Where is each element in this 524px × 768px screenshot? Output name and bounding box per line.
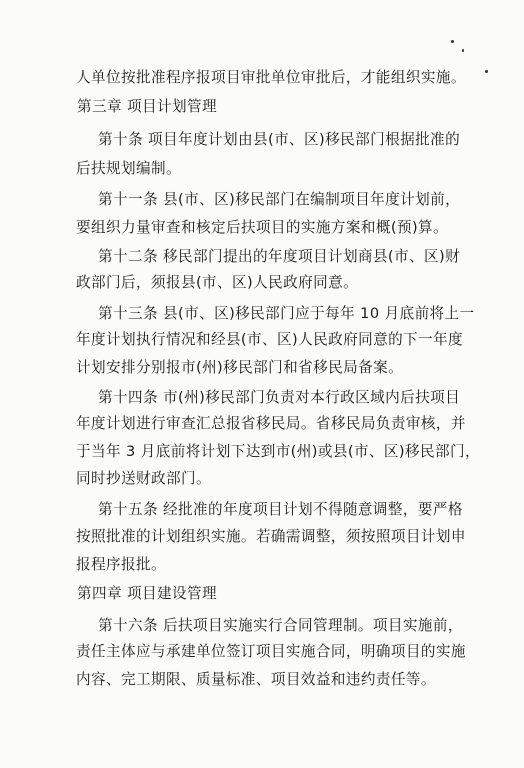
chapter-heading-4: 第四章 项目建设管理 <box>77 585 217 602</box>
article-15-line-3: 报程序报批。 <box>76 556 166 573</box>
scan-speck <box>462 49 464 52</box>
text-line-continuation: 人单位按批准程序报项目审批单位审批后，才能组织实施。 <box>76 69 466 86</box>
article-15-line-1: 第十五条 经批准的年度项目计划不得随意调整，要严格 <box>98 501 463 518</box>
scan-speck <box>451 40 454 43</box>
article-12-line-1: 第十二条 移民部门提出的年度项目计划商县(市、区)财 <box>98 248 461 265</box>
article-11-line-2: 要组织力量审查和核定后扶项目的实施方案和概(预)算。 <box>76 219 449 236</box>
article-12-line-2: 政部门后，须报县(市、区)人民政府同意。 <box>76 274 359 291</box>
article-10-line-1: 第十条 项目年度计划由县(市、区)移民部门根据批准的 <box>98 131 461 148</box>
article-15-line-2: 按照批准的计划组织实施。若确需调整，须按照项目计划申 <box>76 528 466 545</box>
chapter-heading-3: 第三章 项目计划管理 <box>77 98 217 115</box>
article-14-line-4: 同时抄送财政部门。 <box>76 470 211 487</box>
article-14-line-2: 年度计划进行审查汇总报省移民局。省移民局负责审核，并 <box>76 415 466 432</box>
article-13-line-2: 年度计划执行情况和经县(市、区)人民政府同意的下一年度 <box>76 331 464 348</box>
article-13-line-3: 计划安排分别报市(州)移民部门和省移民局备案。 <box>76 359 404 376</box>
article-13-line-1: 第十三条 县(市、区)移民部门应于每年 10 月底前将上一 <box>98 305 475 322</box>
article-16-line-1: 第十六条 后扶项目实施实行合同管理制。项目实施前， <box>98 617 463 634</box>
article-16-line-3: 内容、完工期限、质量标准、项目效益和违约责任等。 <box>76 671 436 688</box>
article-14-line-1: 第十四条 市(州)移民部门负责对本行政区域内后扶项目 <box>98 389 461 406</box>
article-14-line-3: 于当年 3 月底前将计划下达到市(州)或县(市、区)移民部门， <box>76 443 480 460</box>
article-16-line-2: 责任主体应与承建单位签订项目实施合同，明确项目的实施 <box>76 643 466 660</box>
article-10-line-2: 后扶规划编制。 <box>76 160 181 177</box>
article-11-line-1: 第十一条 县(市、区)移民部门在编制项目年度计划前， <box>98 191 461 208</box>
